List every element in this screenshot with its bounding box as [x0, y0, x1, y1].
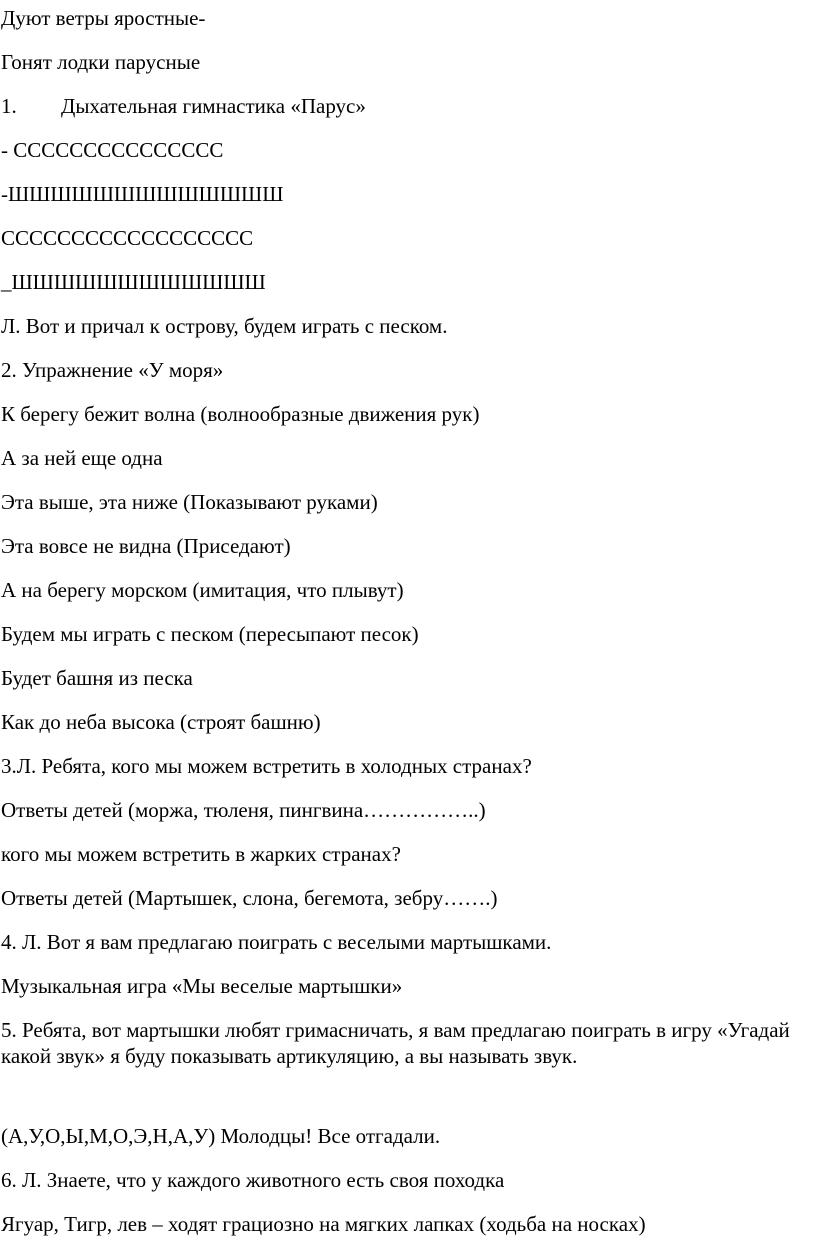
- heading-text: Дыхательная гимнастика «Парус»: [61, 94, 366, 118]
- text-line: 2. Упражнение «У моря»: [1, 358, 224, 382]
- text-line: Гонят лодки парусные: [1, 50, 201, 74]
- text-line: Ответы детей (моржа, тюленя, пингвина……………..): [1, 798, 486, 822]
- text-line: - ССССССССССССССС: [1, 138, 224, 162]
- text-line: Будет башня из песка: [1, 666, 193, 690]
- text-line: Будем мы играть с песком (пересыпают песок): [1, 622, 419, 646]
- text-line: Эта вовсе не видна (Приседают): [1, 534, 291, 558]
- list-number: 1.: [1, 94, 17, 118]
- text-line: Л. Вот и причал к острову, будем играть с песком.: [1, 314, 448, 338]
- text-line: К берегу бежит волна (волнообразные движения рук): [1, 402, 480, 426]
- text-line: -ШШШШШШШШШШШШШ: [1, 182, 284, 206]
- text-line: Ответы детей (Мартышек, слона, бегемота, зебру…….): [1, 886, 498, 910]
- text-line: СССССССССССССССССС: [1, 226, 254, 250]
- text-line: _ШШШШШШШШШШШШ: [1, 270, 266, 294]
- text-line: А на берегу морском (имитация, что плывут): [1, 578, 404, 602]
- text-line: Музыкальная игра «Мы веселые мартышки»: [1, 974, 403, 998]
- text-line: Эта выше, эта ниже (Показывают руками): [1, 490, 378, 514]
- text-line: 6. Л. Знаете, что у каждого животного есть своя походка: [1, 1168, 505, 1192]
- text-line: кого мы можем встретить в жарких странах?: [1, 842, 401, 866]
- text-line: 3.Л. Ребята, кого мы можем встретить в холодных странах?: [1, 754, 532, 778]
- text-line: (А,У,О,Ы,М,О,Э,Н,А,У) Молодцы! Все отгадали.: [1, 1124, 441, 1148]
- text-line: Дуют ветры яростные-: [1, 6, 206, 30]
- text-paragraph: 5. Ребята, вот мартышки любят гримасничать, я вам предлагаю поиграть в игру «Угадай какой звук» я буду показывать артикуляцию, а вы называть звук.: [1, 1018, 790, 1068]
- text-line: 4. Л. Вот я вам предлагаю поиграть с веселыми мартышками.: [1, 930, 552, 954]
- text-line: Ягуар, Тигр, лев – ходят грациозно на мягких лапках (ходьба на носках): [1, 1212, 646, 1236]
- text-line: Как до неба высока (строят башню): [1, 710, 321, 734]
- numbered-heading: [1, 93, 366, 119]
- text-line: А за ней еще одна: [1, 446, 163, 470]
